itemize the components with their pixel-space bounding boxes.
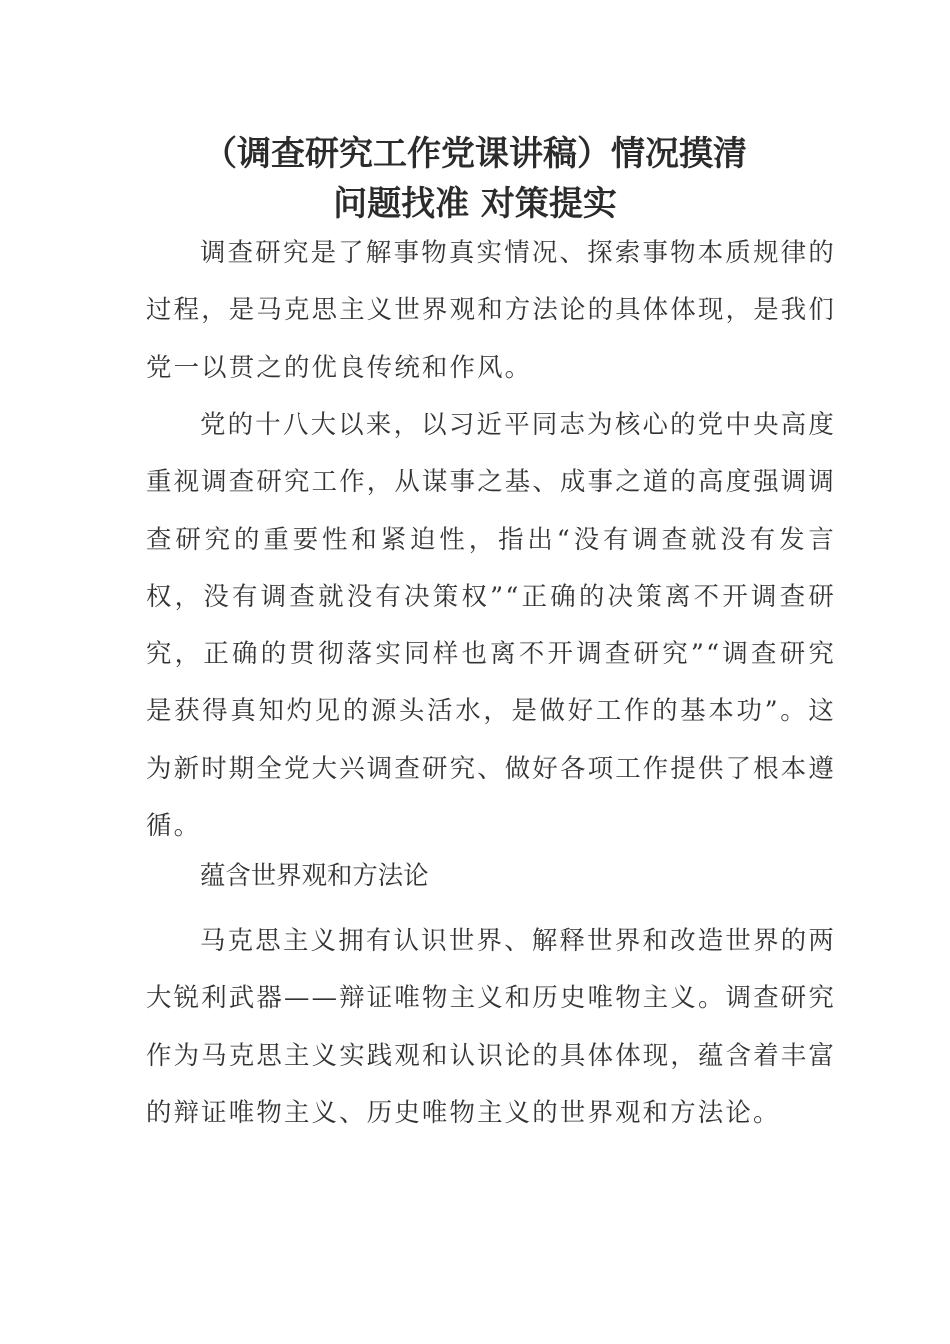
paragraph-intro: 调查研究是了解事物真实情况、探索事物本质规律的过程，是马克思主义世界观和方法论的具体体现，是我们党一以贯之的优良传统和作风。 [146, 237, 836, 382]
document-title-line-1: （调查研究工作党课讲稿）情况摸清 [203, 134, 747, 174]
document-title-line-2: 问题找准 对策提实 [333, 184, 617, 224]
paragraph-party-congress: 党的十八大以来，以习近平同志为核心的党中央高度重视调查研究工作，从谋事之基、成事之道的高度强调调查研究的重要性和紧迫性，指出“没有调查就没有发言权，没有调查就没有决策权”“正确的决策离不开调查研究，正确的贯彻落实同样也离不开调查研究”“调查研究是获得真知灼见的源头活水，是做好工作的基本功”。这为新时期全党大兴调查研究、做好各项工作提供了根本遵循。 [146, 409, 836, 841]
section-subheading: 蕴含世界观和方法论 [200, 860, 429, 890]
paragraph-marxism: 马克思主义拥有认识世界、解释世界和改造世界的两大锐利武器——辩证唯物主义和历史唯物主义。调查研究作为马克思主义实践观和认识论的具体体现，蕴含着丰富的辩证唯物主义、历史唯物主义的世界观和方法论。 [146, 925, 836, 1127]
